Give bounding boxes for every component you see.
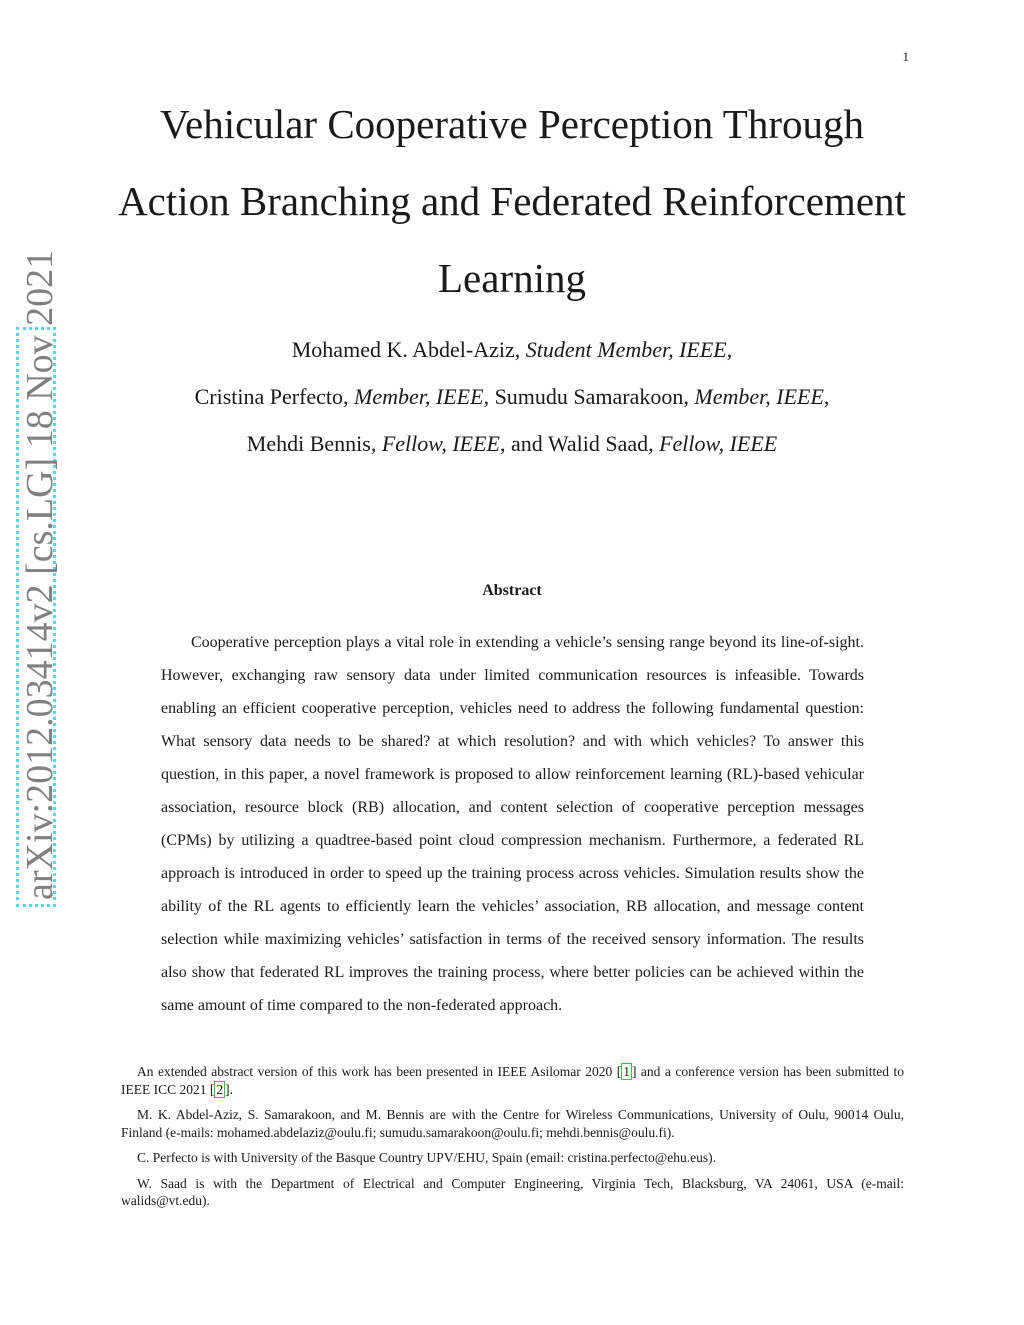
author-list	[100, 326, 924, 467]
footnote-versions: An extended abstract version of this work has been presented in IEEE Asilomar 2020 [ 1 ] and a conference version has been submitted to IEEE ICC 2021 [ 2 ].	[121, 1064, 905, 1097]
author-membership: Member, IEEE	[354, 384, 484, 409]
footnote-affiliation-ehu: C. Perfecto is with University of the Basque Country UPV/EHU, Spain (email: cristina.perfecto@ehu.eus).	[137, 1150, 716, 1165]
author-membership: Member, IEEE	[694, 384, 824, 409]
title-line-2: Action Branching and Federated Reinforcement	[118, 178, 906, 224]
author-name: , and Walid Saad,	[499, 431, 654, 456]
author-membership: Fellow, IEEE	[659, 431, 778, 456]
citation-link[interactable]: 2	[216, 1081, 224, 1097]
paper-title	[100, 86, 924, 317]
abstract-heading: Abstract	[482, 582, 542, 599]
author-name: , Sumudu Samarakoon,	[483, 384, 689, 409]
citation-link[interactable]: 1	[623, 1064, 630, 1079]
author-line-1: Mohamed K. Abdel-Aziz, Student Member, IEEE,	[291, 337, 733, 362]
author-line-2: Cristina Perfecto, Member, IEEE, Sumudu Samarakoon, Member, IEEE,	[194, 384, 830, 409]
author-name: Cristina Perfecto,	[194, 384, 349, 409]
title-line-3: Learning	[438, 255, 586, 301]
author-membership: Student Member, IEEE	[525, 337, 727, 362]
author-membership: Fellow, IEEE	[381, 431, 500, 456]
footnote-affiliation-vt: W. Saad is with the Department of Electrical and Computer Engineering, Virginia Tech, Blacksburg, VA 24061, USA (e-mail: walids@vt.edu).	[121, 1175, 904, 1208]
abstract-text: Cooperative perception plays a vital role in extending a vehicle’s sensing range beyond its line-of-sight. However, exchanging raw sensory data under limited communication resources is infeasible. Towards enabling an efficient cooperative perception, vehicles need to address the following fundamental question: What sensory data needs to be shared? at which resolution? and with which vehicles? To answer this question, in this paper, a novel framework is proposed to allow reinforcement learning (RL)-based vehicular association, resource block (RB) allocation, and content selection of cooperative perception messages (CPMs) by utilizing a quadtree-based point cloud compression mechanism. Furthermore, a federated RL approach is introduced in order to speed up the training process across vehicles. Simulation results show the ability of the RL agents to efficiently learn the vehicles’ association, RB allocation, and message content selection while maximizing vehicles’ satisfaction in terms of the received sensory information. The results also show that federated RL improves the training process, where better policies can be achieved within the same amount of time compared to the non-federated approach.	[161, 634, 864, 1014]
footnotes	[121, 1063, 904, 1218]
arxiv-identifier-stamp[interactable]: arXiv:2012.03414v2 [cs.LG] 18 Nov 2021	[16, 327, 56, 907]
footnote-affiliation-oulu: M. K. Abdel-Aziz, S. Samarakoon, and M. Bennis are with the Centre for Wireless Communications, University of Oulu, 90014 Oulu, Finland (e-mails: mohamed.abdelaziz@oulu.fi; sumudu.samarakoon@oulu.fi; mehdi.bennis@oulu.fi).	[121, 1107, 904, 1140]
author-name: Mohamed K. Abdel-Aziz,	[291, 337, 521, 362]
author-line-3	[100, 420, 924, 467]
author-name: Mehdi Bennis,	[246, 431, 377, 456]
title-line-1: Vehicular Cooperative Perception Through	[159, 101, 864, 147]
page-number: 1	[902, 49, 909, 64]
